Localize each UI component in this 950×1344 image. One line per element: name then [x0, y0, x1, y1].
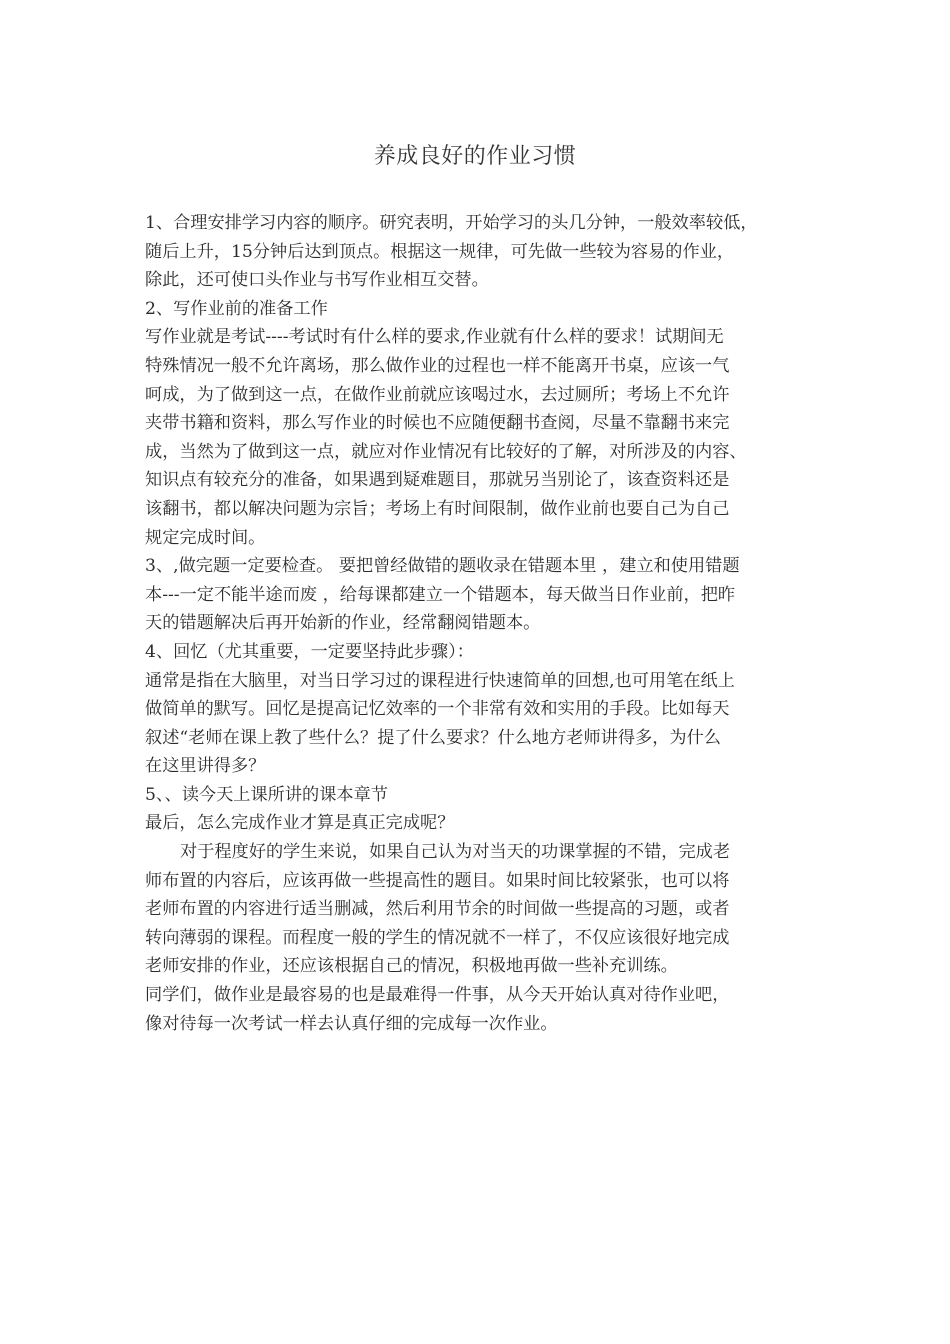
text-line: 做简单的默写。回忆是提高记忆效率的一个非常有效和实用的手段。比如每天	[145, 699, 730, 720]
document-title: 养成良好的作业习惯	[373, 144, 577, 169]
text-line: 老师安排的作业，还应该根据自己的情况，积极地再做一些补充训练。	[145, 956, 678, 977]
text-line: 特殊情况一般不允许离场，那么做作业的过程也一样不能离开书桌，应该一气	[145, 355, 730, 376]
text-line: 5、、读今天上课所讲的课本章节	[145, 784, 388, 805]
text-line: 成，当然为了做到这一点，就应对作业情况有比较好的了解，对所涉及的内容、	[145, 441, 747, 462]
text-line: 1、合理安排学习内容的顺序。研究表明，开始学习的头几分钟，一般效率较低，	[145, 213, 758, 233]
document-body	[145, 209, 817, 1038]
text-line: 师布置的内容后，应该再做一些提高性的题目。如果时间比较紧张，也可以将	[145, 870, 730, 891]
text-line: 通常是指在大脑里，对当日学习过的课程进行快速简单的回想,也可用笔在纸上	[145, 670, 735, 691]
text-line: 随后上升，15分钟后达到顶点。根据这一规律，可先做一些较为容易的作业，	[145, 241, 735, 262]
text-line: 写作业就是考试----考试时有什么样的要求,作业就有什么样的要求！试期间无	[145, 327, 724, 348]
text-line: 本---一定不能半途而废 ，给每课都建立一个错题本，每天做当日作业前，把昨	[145, 584, 736, 605]
text-line: 同学们，做作业是最容易的也是最难得一件事，从今天开始认真对待作业吧，	[145, 985, 730, 1006]
text-line: 规定完成时间。	[145, 527, 266, 548]
text-line: 像对待每一次考试一样去认真仔细的完成每一次作业。	[145, 1013, 558, 1034]
text-line: 除此，还可使口头作业与书写作业相互交替。	[145, 270, 489, 291]
text-line: 叙述“老师在课上教了些什么？提了什么要求？什么地方老师讲得多，为什么	[145, 727, 721, 748]
text-line: 天的错题解决后再开始新的作业，经常翻阅错题本。	[145, 613, 541, 634]
text-line: 夹带书籍和资料，那么写作业的时候也不应随便翻书查阅，尽量不靠翻书来完	[145, 413, 730, 434]
text-line: 呵成，为了做到这一点，在做作业前就应该喝过水，去过厕所；考场上不允许	[145, 384, 730, 405]
text-line: 该翻书，都以解决问题为宗旨；考场上有时间限制，做作业前也要自己为自己	[145, 498, 730, 519]
text-line: 知识点有较充分的准备，如果遇到疑难题目，那就另当别论了，该查资料还是	[145, 470, 730, 491]
text-line: 2、写作业前的准备工作	[145, 298, 328, 319]
text-line: 对于程度好的学生来说，如果自己认为对当天的功课掌握的不错，完成老	[180, 842, 731, 863]
text-line: 最后，怎么完成作业才算是真正完成呢？	[145, 813, 455, 834]
text-line: 老师布置的内容进行适当删减，然后利用节余的时间做一些提高的习题，或者	[145, 899, 730, 920]
text-line: 4、回忆（尤其重要，一定要坚持此步骤）：	[145, 641, 474, 662]
text-line: 在这里讲得多？	[145, 756, 266, 777]
text-line: 3、,做完题一定要检查。 要把曾经做错的题收录在错题本里 ，建立和使用错题	[145, 556, 740, 577]
text-line: 转向薄弱的课程。而程度一般的学生的情况就不一样了，不仅应该很好地完成	[145, 927, 730, 948]
